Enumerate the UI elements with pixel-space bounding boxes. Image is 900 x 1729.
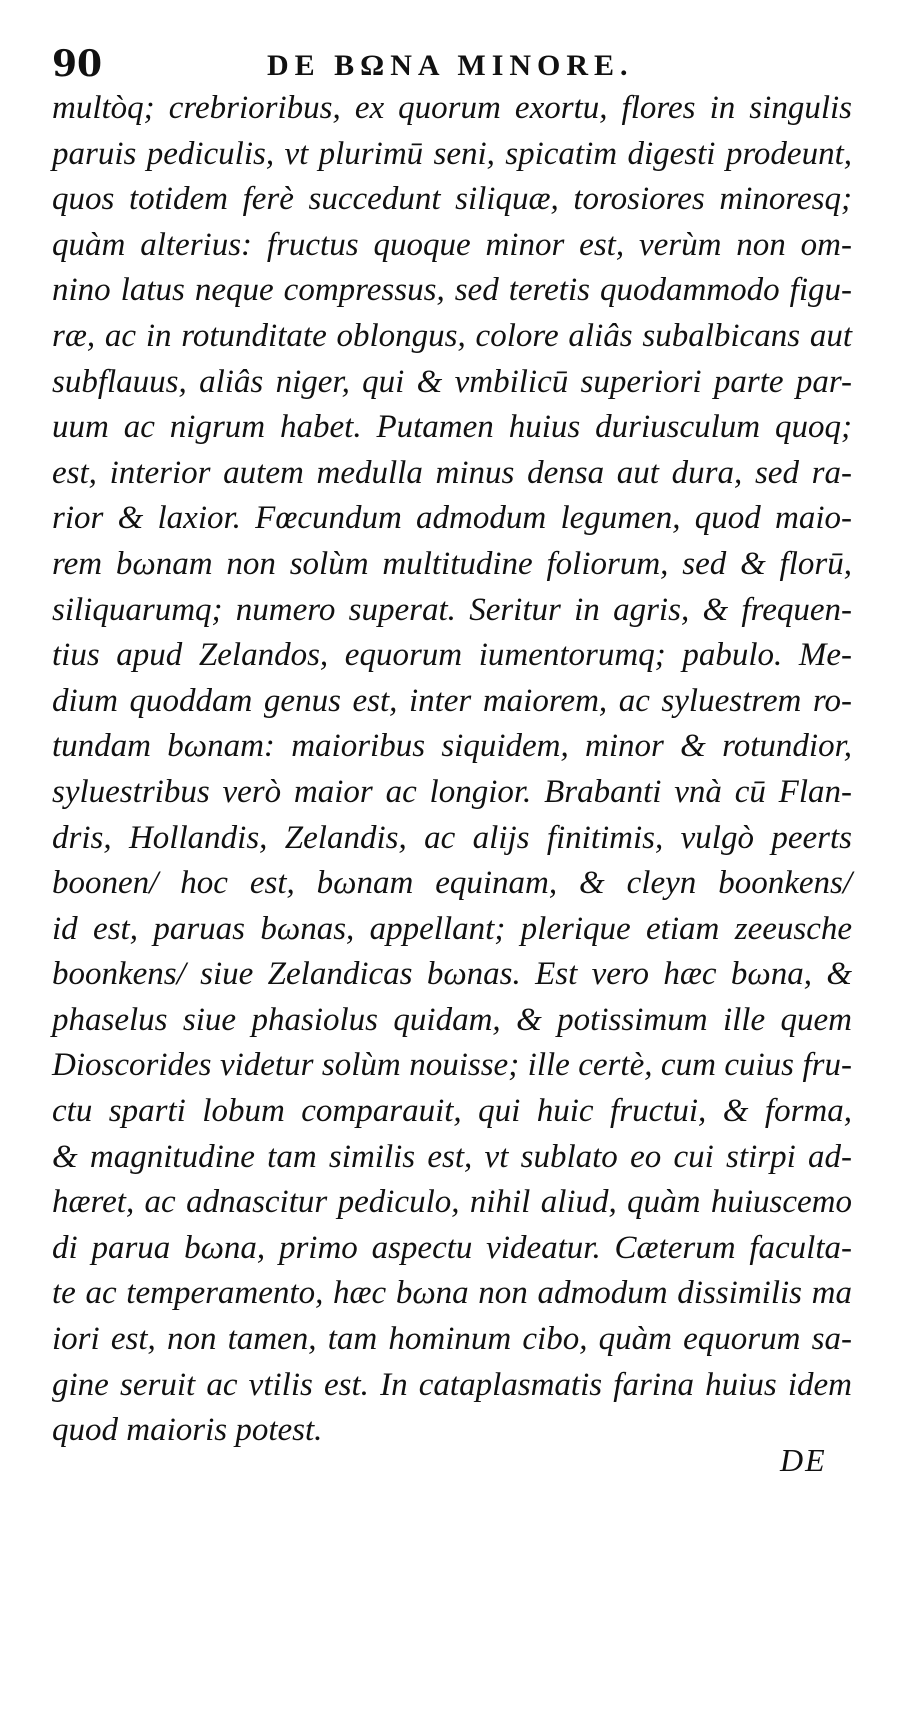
text-line: di parua bωna, primo aspectu videatur. Cæterum faculta- (52, 1229, 852, 1266)
page-header (52, 42, 852, 92)
text-line: gine seruit ac vtilis est. In cataplasmatis farina huius idem (52, 1366, 852, 1403)
catchword: DE (780, 1442, 827, 1478)
body-text (52, 86, 852, 1454)
running-head: DE BΩNA MINORE. (267, 49, 634, 82)
text-line: hæret, ac adnascitur pediculo, nihil aliud, quàm huiuscemo (52, 1184, 852, 1221)
text-line: est, interior autem medulla minus densa aut dura, sed ra- (52, 454, 852, 491)
text-line: siliquarumq; numero superat. Seritur in agris, & frequen- (52, 591, 852, 628)
text-line: tundam bωnam: maioribus siquidem, minor & rotundior, (52, 728, 852, 765)
text-line: quàm alterius: fructus quoque minor est, verùm non om- (52, 226, 852, 263)
text-line: te ac temperamento, hæc bωna non admodum dissimilis ma (52, 1275, 852, 1312)
text-line: tius apud Zelandos, equorum iumentorumq; pabulo. Me- (52, 637, 852, 674)
text-line: ctu sparti lobum comparauit, qui huic fructui, & forma, (52, 1093, 852, 1130)
text-line: ræ, ac in rotunditate oblongus, colore aliâs subalbicans aut (52, 317, 852, 354)
text-line: dium quoddam genus est, inter maiorem, ac syluestrem ro- (52, 682, 852, 719)
text-line: syluestribus verò maior ac longior. Brabanti vnà cū Flan- (52, 773, 852, 810)
text-line: rem bωnam non solùm multitudine foliorum, sed & florū, (52, 545, 852, 582)
text-line: subflauus, aliâs niger, qui & vmbilicū superiori parte par- (52, 363, 852, 400)
text-line: multòq; crebrioribus, ex quorum exortu, flores in singulis (52, 90, 852, 126)
text-line: quos totidem ferè succedunt siliquæ, torosiores minoresq; (52, 181, 852, 218)
text-line: paruis pediculis, vt plurimū seni, spicatim digesti prodeunt, (52, 135, 852, 172)
text-line: boonkens/ siue Zelandicas bωnas. Est vero hæc bωna, & (52, 956, 852, 993)
text-line-last: quod maioris potest. (52, 1412, 323, 1449)
text-line: rior & laxior. Fœcundum admodum legumen, quod maio- (52, 500, 852, 537)
text-line: phaselus siue phasiolus quidam, & potissimum ille quem (52, 1001, 852, 1038)
text-line: boonen/ hoc est, bωnam equinam, & cleyn boonkens/ (52, 865, 852, 902)
text-line: id est, paruas bωnas, appellant; plerique etiam zeeusche (52, 910, 852, 947)
text-line: & magnitudine tam similis est, vt sublato eo cui stirpi ad- (52, 1138, 852, 1175)
text-line: iori est, non tamen, tam hominum cibo, quàm equorum sa- (52, 1321, 852, 1358)
page-number: 90 (52, 43, 103, 85)
text-line: Dioscorides videtur solùm nouisse; ille certè, cum cuius fru- (52, 1047, 852, 1084)
text-line: uum ac nigrum habet. Putamen huius duriusculum quoq; (52, 409, 852, 446)
text-line: nino latus neque compressus, sed teretis quodammodo figu- (52, 272, 852, 309)
text-line: dris, Hollandis, Zelandis, ac alijs finitimis, vulgò peerts (52, 819, 852, 856)
